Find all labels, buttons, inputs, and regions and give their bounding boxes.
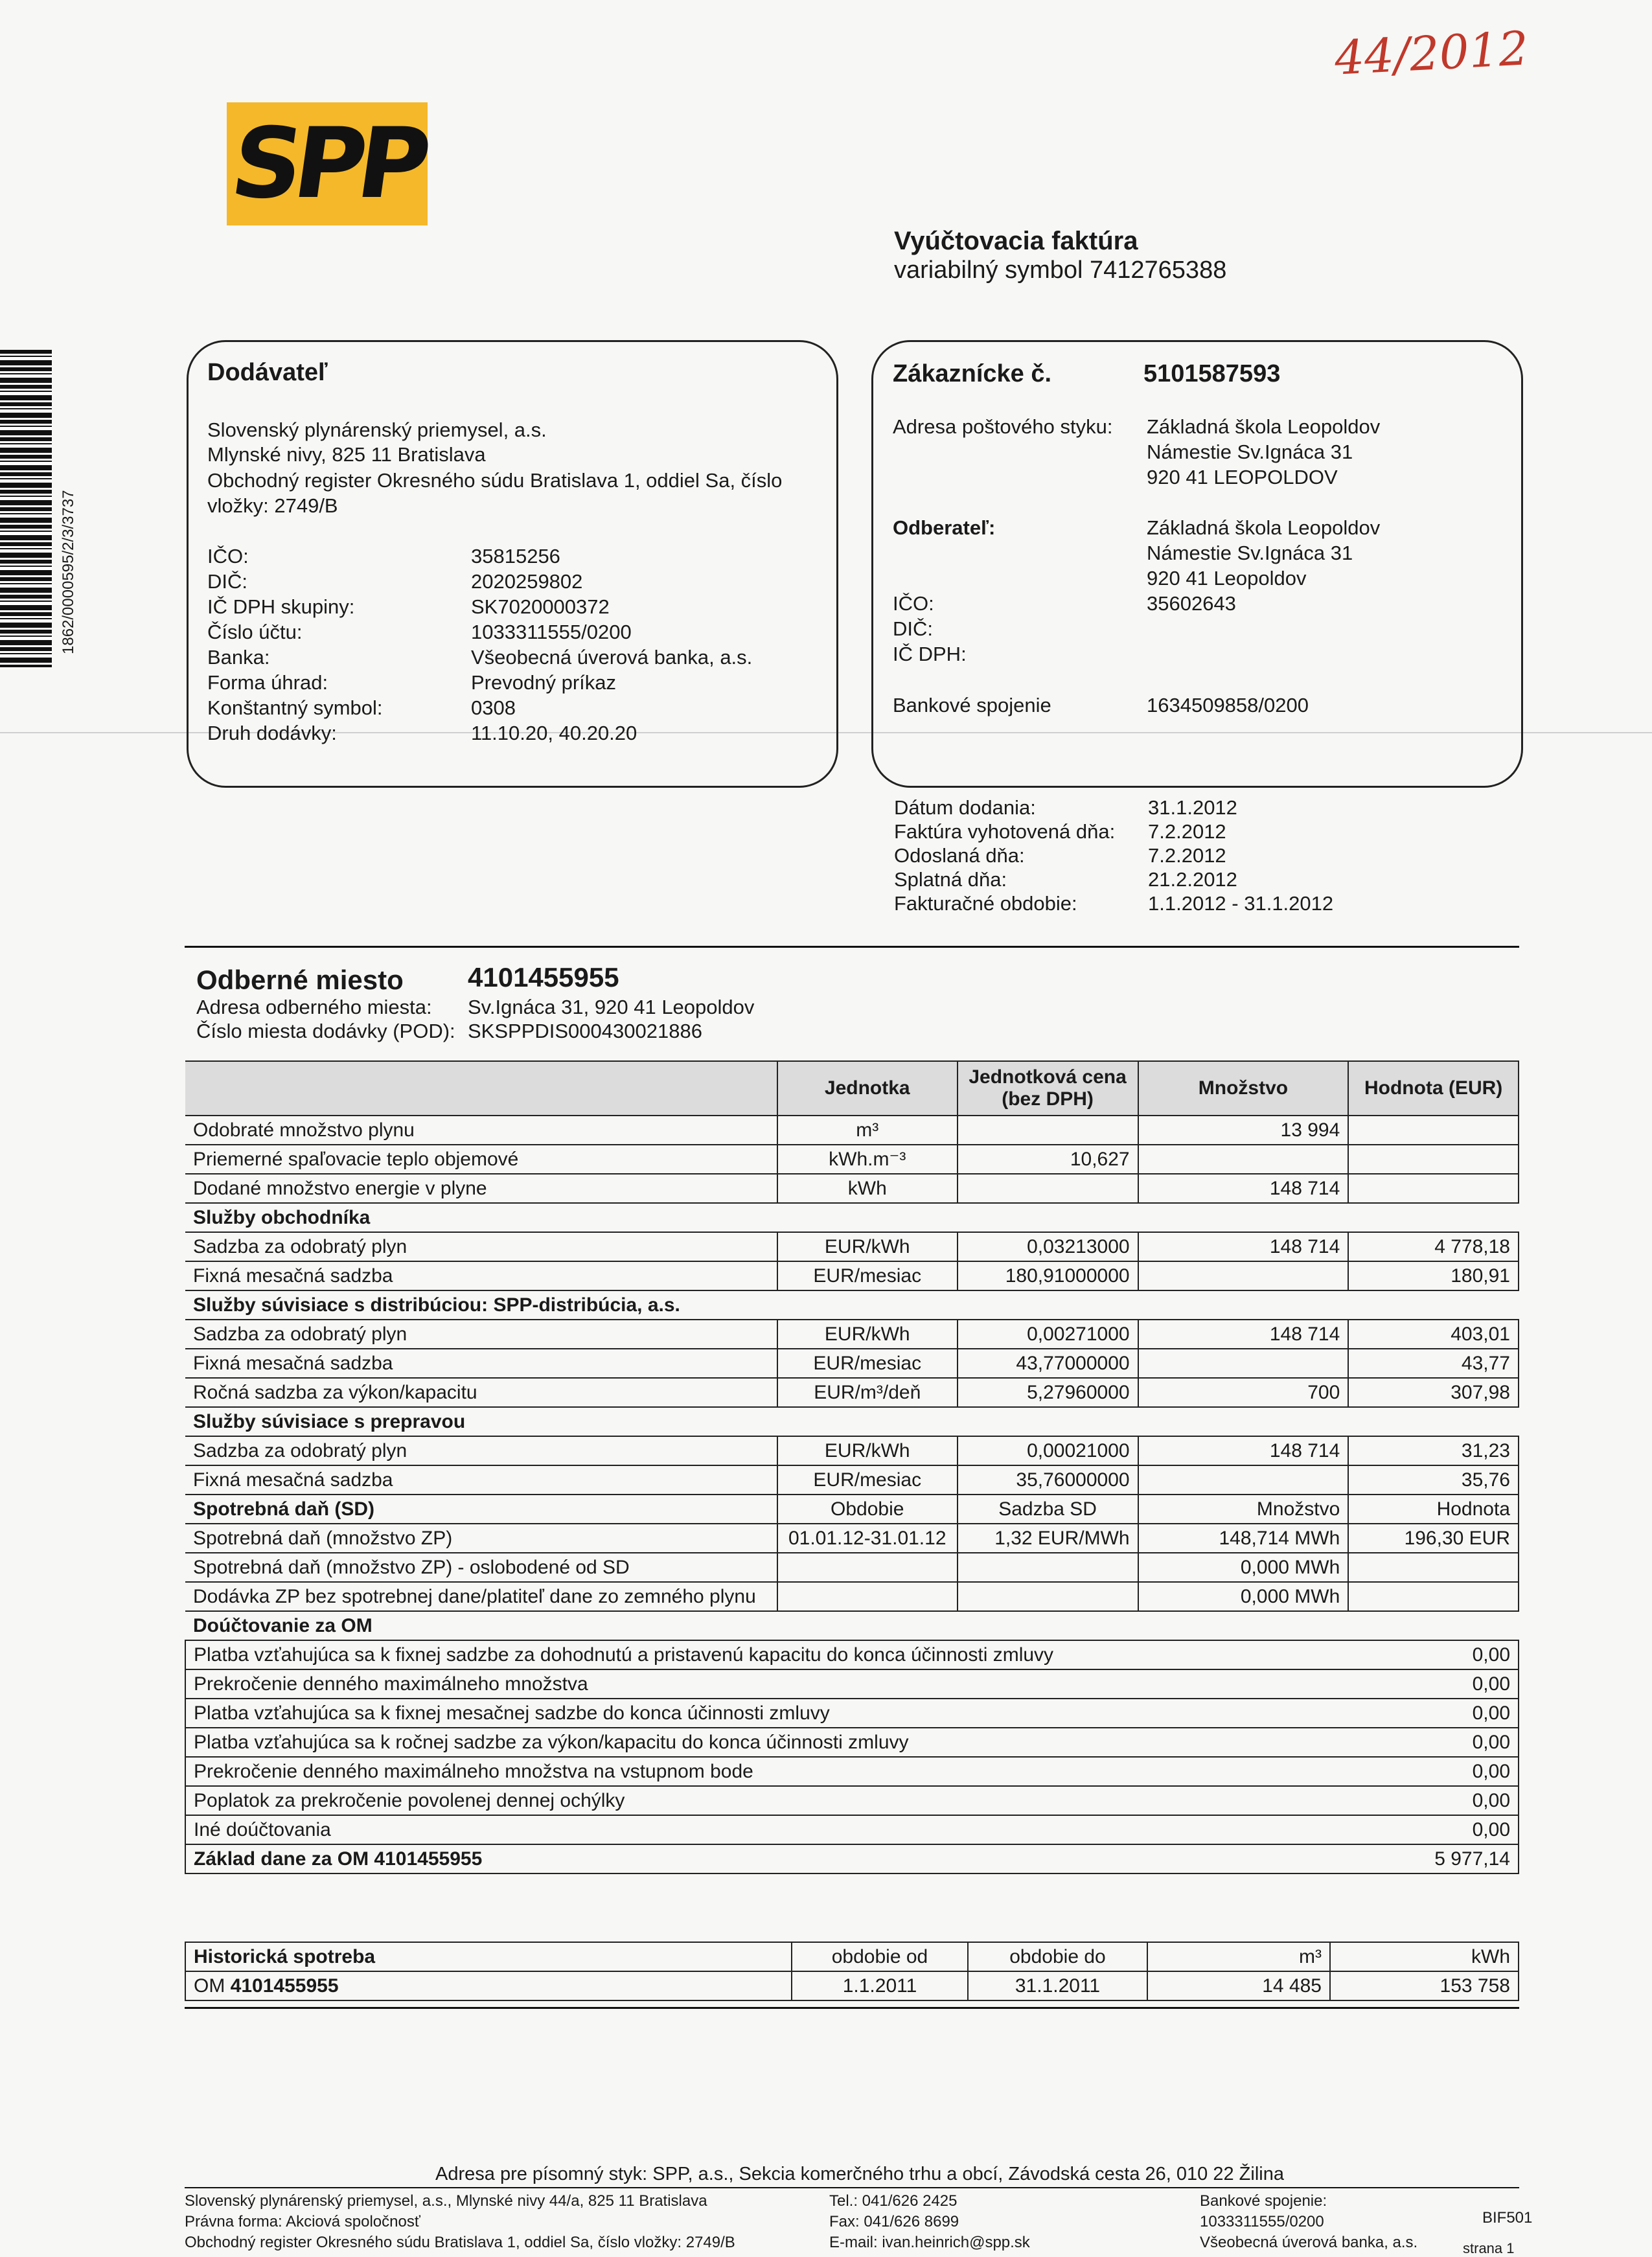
table-cell-value: 0,00	[1348, 1669, 1519, 1699]
table-col-header: Množstvo	[1138, 1061, 1349, 1116]
supplier-field-label: IČO:	[207, 545, 249, 567]
table-row	[185, 1232, 1519, 1261]
table-row	[185, 1378, 1519, 1407]
consumer-line: Námestie Sv.Ignáca 31	[1147, 542, 1353, 564]
table-cell-value: 35,76	[1348, 1465, 1519, 1495]
table-row	[185, 1174, 1519, 1203]
footer-mid: Tel.: 041/626 2425	[829, 2192, 958, 2210]
table-cell-value: 148 714	[1138, 1436, 1349, 1465]
table-cell-value: EUR/kWh	[777, 1436, 958, 1465]
table-row	[185, 1203, 1519, 1232]
table-row	[185, 1669, 1519, 1699]
footer-right: 1033311555/0200	[1200, 2213, 1324, 2230]
table-cell-value: 196,30 EUR	[1348, 1524, 1519, 1553]
barcode-text: 1862/0000595/2/3/3737	[60, 490, 77, 654]
table-cell-value: kWh	[777, 1174, 958, 1203]
table-row	[185, 1699, 1519, 1728]
place-heading: Odberné miesto	[196, 965, 404, 995]
postal-line: Základná škola Leopoldov	[1147, 415, 1381, 438]
customer-bank-label: Bankové spojenie	[893, 694, 1051, 716]
customer-ico: 35602643	[1147, 592, 1236, 615]
table-cell-value: 0,00	[1348, 1699, 1519, 1728]
table-row	[185, 1524, 1519, 1553]
customer-number: 5101587593	[1143, 360, 1281, 387]
table-cell-value	[777, 1582, 958, 1611]
table-cell-value: 01.01.12-31.01.12	[777, 1524, 958, 1553]
supplier-field-value: SK7020000372	[471, 595, 610, 618]
table-cell-value: Množstvo	[1138, 1495, 1349, 1524]
table-section-heading: Doúčtovanie za OM	[185, 1611, 1519, 1640]
table-cell-value: 0,00	[1348, 1640, 1519, 1669]
table-row	[185, 1290, 1519, 1320]
table-row	[185, 1407, 1519, 1436]
table-cell-label: Základ dane za OM 4101455955	[185, 1844, 1348, 1873]
table-cell-value	[958, 1582, 1138, 1611]
table-cell-label: Odobraté množstvo plynu	[185, 1116, 777, 1145]
footer-right: Bankové spojenie:	[1200, 2192, 1327, 2210]
table-row	[185, 1815, 1519, 1844]
supplier-field-value: 0308	[471, 696, 516, 719]
table-cell-value: Obdobie	[777, 1495, 958, 1524]
supplier-field-value: Všeobecná úverová banka, a.s.	[471, 646, 753, 669]
table-cell-value: kWh.m⁻³	[777, 1145, 958, 1174]
table-cell-value: m³	[777, 1116, 958, 1145]
table-cell-value: Sadzba SD	[958, 1495, 1138, 1524]
supplier-field-label: Banka:	[207, 646, 270, 669]
supplier-field-value: Prevodný príkaz	[471, 671, 616, 694]
table-cell-value: EUR/kWh	[777, 1232, 958, 1261]
table-cell-label: Platba vzťahujúca sa k ročnej sadzbe za výkon/kapacitu do konca účinnosti zmluvy	[185, 1728, 1348, 1757]
table-col-header: Jednotková cena (bez DPH)	[958, 1061, 1138, 1116]
table-row	[185, 1611, 1519, 1640]
history-col-header: kWh	[1330, 1942, 1519, 1971]
footer-code: BIF501	[1482, 2209, 1533, 2227]
table-row	[185, 1757, 1519, 1786]
place-pod: SKSPPDIS000430021886	[468, 1020, 702, 1042]
customer-dic-label: DIČ:	[893, 617, 933, 640]
table-cell-value: EUR/mesiac	[777, 1465, 958, 1495]
table-cell-value	[1138, 1465, 1349, 1495]
variable-symbol: variabilný symbol 7412765388	[894, 257, 1227, 284]
date-value: 7.2.2012	[1148, 844, 1226, 867]
footer-left: Obchodný register Okresného súdu Bratislava 1, oddiel Sa, číslo vložky: 2749/B	[185, 2234, 735, 2251]
table-cell-value: 0,00	[1348, 1728, 1519, 1757]
table-cell-value: 0,000 MWh	[1138, 1553, 1349, 1582]
table-cell-value: 148 714	[1138, 1232, 1349, 1261]
table-row	[185, 1349, 1519, 1378]
supplier-field-value: 2020259802	[471, 570, 583, 593]
history-cell: 31.1.2011	[968, 1971, 1147, 2000]
table-cell-value: 35,76000000	[958, 1465, 1138, 1495]
table-cell-value: 307,98	[1348, 1378, 1519, 1407]
footer-left: Slovenský plynárenský priemysel, a.s., Mlynské nivy 44/a, 825 11 Bratislava	[185, 2192, 707, 2210]
date-value: 7.2.2012	[1148, 820, 1226, 843]
supplier-line: Obchodný register Okresného súdu Bratislava 1, oddiel Sa, číslo	[207, 469, 783, 492]
table-cell-value	[1348, 1553, 1519, 1582]
place-addr-label: Adresa odberného miesta:	[196, 996, 432, 1018]
table-cell-label: Platba vzťahujúca sa k fixnej mesačnej sadzbe do konca účinnosti zmluvy	[185, 1699, 1348, 1728]
table-cell-label: Poplatok za prekročenie povolenej dennej ochýlky	[185, 1786, 1348, 1815]
place-addr: Sv.Ignáca 31, 920 41 Leopoldov	[468, 996, 755, 1018]
table-cell-label: Fixná mesačná sadzba	[185, 1349, 777, 1378]
table-cell-label: Sadzba za odobratý plyn	[185, 1232, 777, 1261]
table-cell-label: Sadzba za odobratý plyn	[185, 1436, 777, 1465]
table-cell-value: EUR/mesiac	[777, 1349, 958, 1378]
table-cell-value: 4 778,18	[1348, 1232, 1519, 1261]
table-section-heading: Služby súvisiace s distribúciou: SPP-distribúcia, a.s.	[185, 1290, 1519, 1320]
table-row	[185, 1145, 1519, 1174]
history-cell: 153 758	[1330, 1971, 1519, 2000]
table-col-header: Jednotka	[777, 1061, 958, 1116]
date-label: Faktúra vyhotovená dňa:	[894, 820, 1116, 843]
table-cell-label: Sadzba za odobratý plyn	[185, 1320, 777, 1349]
table-cell-label: Ročná sadzba za výkon/kapacitu	[185, 1378, 777, 1407]
table-cell-value	[1348, 1116, 1519, 1145]
supplier-field-value: 11.10.20, 40.20.20	[471, 722, 637, 744]
table-row	[185, 1844, 1519, 1873]
table-cell-value: 10,627	[958, 1145, 1138, 1174]
footer-address: Adresa pre písomný styk: SPP, a.s., Sekcia komerčného trhu a obcí, Závodská cesta 26, 010 22 Žilina	[435, 2164, 1284, 2184]
table-cell-value: 0,00021000	[958, 1436, 1138, 1465]
table-cell-label: Spotrebná daň (množstvo ZP)	[185, 1524, 777, 1553]
table-row	[185, 1640, 1519, 1669]
table-row	[185, 1320, 1519, 1349]
table-row	[185, 1261, 1519, 1290]
supplier-line: vložky: 2749/B	[207, 494, 338, 517]
table-cell-value: 180,91000000	[958, 1261, 1138, 1290]
page-number: strana 1	[1463, 2240, 1515, 2256]
table-section-heading: Služby súvisiace s prepravou	[185, 1407, 1519, 1436]
footer-left: Právna forma: Akciová spoločnosť	[185, 2213, 420, 2230]
date-label: Odoslaná dňa:	[894, 844, 1025, 867]
table-cell-value	[1138, 1145, 1349, 1174]
table-row	[185, 1116, 1519, 1145]
table-row	[185, 1728, 1519, 1757]
table-cell-value	[1348, 1145, 1519, 1174]
table-cell-label: Platba vzťahujúca sa k fixnej sadzbe za dohodnutú a pristavenú kapacitu do konca účinnosti zmluvy	[185, 1640, 1348, 1669]
table-cell-label: Prekročenie denného maximálneho množstva	[185, 1669, 1348, 1699]
history-col-header: obdobie od	[792, 1942, 968, 1971]
table-cell-value: 180,91	[1348, 1261, 1519, 1290]
supplier-field-value: 1033311555/0200	[471, 621, 632, 643]
table-cell-value: 5 977,14	[1348, 1844, 1519, 1873]
spp-logo: SPP	[227, 102, 428, 225]
barcode	[0, 350, 52, 667]
supplier-field-label: Konštantný symbol:	[207, 696, 383, 719]
table-cell-value: 5,27960000	[958, 1378, 1138, 1407]
table-cell-label: Fixná mesačná sadzba	[185, 1261, 777, 1290]
table-cell-value: 13 994	[1138, 1116, 1349, 1145]
table-col-header: Hodnota (EUR)	[1348, 1061, 1519, 1116]
history-heading: Historická spotreba	[185, 1942, 792, 1971]
table-cell-value: 148,714 MWh	[1138, 1524, 1349, 1553]
table-header-blank	[185, 1061, 777, 1116]
table-cell-value: 0,00	[1348, 1815, 1519, 1844]
supplier-heading: Dodávateľ	[207, 359, 328, 386]
invoice-title: Vyúčtovacia faktúra	[894, 227, 1138, 255]
supplier-field-value: 35815256	[471, 545, 560, 567]
table-cell-value: 403,01	[1348, 1320, 1519, 1349]
table-row	[185, 1495, 1519, 1524]
table-cell-value	[958, 1174, 1138, 1203]
postal-label: Adresa poštového styku:	[893, 415, 1113, 438]
customer-ico-label: IČO:	[893, 592, 934, 615]
table-cell-value: 148 714	[1138, 1174, 1349, 1203]
table-cell-value	[1138, 1349, 1349, 1378]
table-cell-label: Spotrebná daň (SD)	[185, 1495, 777, 1524]
table-cell-label: Spotrebná daň (množstvo ZP) - oslobodené od SD	[185, 1553, 777, 1582]
table-cell-value: 0,00	[1348, 1757, 1519, 1786]
supplier-field-label: DIČ:	[207, 570, 247, 593]
table-cell-value	[1348, 1174, 1519, 1203]
table-cell-value: EUR/m³/deň	[777, 1378, 958, 1407]
table-cell-value: EUR/mesiac	[777, 1261, 958, 1290]
table-row	[185, 1553, 1519, 1582]
date-label: Splatná dňa:	[894, 868, 1007, 891]
table-cell-value: 43,77000000	[958, 1349, 1138, 1378]
footer-mid: E-mail: ivan.heinrich@spp.sk	[829, 2234, 1030, 2251]
supplier-field-label: Číslo účtu:	[207, 621, 303, 643]
table-row	[185, 1582, 1519, 1611]
supplier-field-label: Forma úhrad:	[207, 671, 328, 694]
date-value: 31.1.2012	[1148, 796, 1237, 819]
supplier-field-label: Druh dodávky:	[207, 722, 337, 744]
history-cell: 1.1.2011	[792, 1971, 968, 2000]
footer-right: Všeobecná úverová banka, a.s.	[1200, 2234, 1418, 2251]
table-row	[185, 1786, 1519, 1815]
customer-bank: 1634509858/0200	[1147, 694, 1309, 716]
supplier-line: Slovenský plynárenský priemysel, a.s.	[207, 418, 547, 441]
footer-line	[185, 2187, 1519, 2188]
date-value: 1.1.2012 - 31.1.2012	[1148, 892, 1334, 915]
table-cell-label: Dodané množstvo energie v plyne	[185, 1174, 777, 1203]
billing-table	[185, 1060, 1519, 1874]
history-om: OM 4101455955	[185, 1971, 792, 2000]
table-cell-value: 43,77	[1348, 1349, 1519, 1378]
table-cell-value	[958, 1553, 1138, 1582]
supplier-line: Mlynské nivy, 825 11 Bratislava	[207, 443, 486, 466]
place-number: 4101455955	[468, 962, 619, 992]
history-col-header: obdobie do	[968, 1942, 1147, 1971]
table-cell-value	[777, 1553, 958, 1582]
date-value: 21.2.2012	[1148, 868, 1237, 891]
table-cell-value: 700	[1138, 1378, 1349, 1407]
table-cell-label: Dodávka ZP bez spotrebnej dane/platiteľ dane zo zemného plynu	[185, 1582, 777, 1611]
table-cell-label: Iné doúčtovania	[185, 1815, 1348, 1844]
table-cell-value	[958, 1116, 1138, 1145]
table-cell-value: 0,00271000	[958, 1320, 1138, 1349]
footer-mid: Fax: 041/626 8699	[829, 2213, 959, 2230]
table-cell-value: 0,000 MWh	[1138, 1582, 1349, 1611]
postal-line: Námestie Sv.Ignáca 31	[1147, 441, 1353, 463]
table-cell-value: 1,32 EUR/MWh	[958, 1524, 1138, 1553]
table-section-heading: Služby obchodníka	[185, 1203, 1519, 1232]
table-cell-value: 148 714	[1138, 1320, 1349, 1349]
place-pod-label: Číslo miesta dodávky (POD):	[196, 1020, 455, 1042]
history-table	[185, 1942, 1519, 2001]
customer-number-label: Zákaznícke č.	[893, 360, 1052, 387]
table-cell-value: EUR/kWh	[777, 1320, 958, 1349]
history-bottom-line	[185, 2007, 1519, 2009]
table-cell-label: Fixná mesačná sadzba	[185, 1465, 777, 1495]
date-label: Dátum dodania:	[894, 796, 1036, 819]
consumer-line: Základná škola Leopoldov	[1147, 516, 1381, 539]
section-divider	[185, 946, 1519, 948]
table-cell-value	[1138, 1261, 1349, 1290]
consumer-label: Odberateľ:	[893, 516, 996, 539]
table-row	[185, 1465, 1519, 1495]
handwritten-note: 44/2012	[1333, 21, 1530, 86]
table-cell-value: 0,03213000	[958, 1232, 1138, 1261]
consumer-line: 920 41 Leopoldov	[1147, 567, 1307, 590]
customer-icdph-label: IČ DPH:	[893, 643, 967, 665]
supplier-field-label: IČ DPH skupiny:	[207, 595, 355, 618]
postal-line: 920 41 LEOPOLDOV	[1147, 466, 1338, 488]
table-cell-label: Prekročenie denného maximálneho množstva na vstupnom bode	[185, 1757, 1348, 1786]
table-cell-value	[1348, 1582, 1519, 1611]
table-cell-value: 0,00	[1348, 1786, 1519, 1815]
table-cell-value: Hodnota	[1348, 1495, 1519, 1524]
history-col-header: m³	[1147, 1942, 1330, 1971]
table-cell-value: 31,23	[1348, 1436, 1519, 1465]
date-label: Fakturačné obdobie:	[894, 892, 1077, 915]
history-cell: 14 485	[1147, 1971, 1330, 2000]
table-cell-label: Priemerné spaľovacie teplo objemové	[185, 1145, 777, 1174]
table-row	[185, 1436, 1519, 1465]
